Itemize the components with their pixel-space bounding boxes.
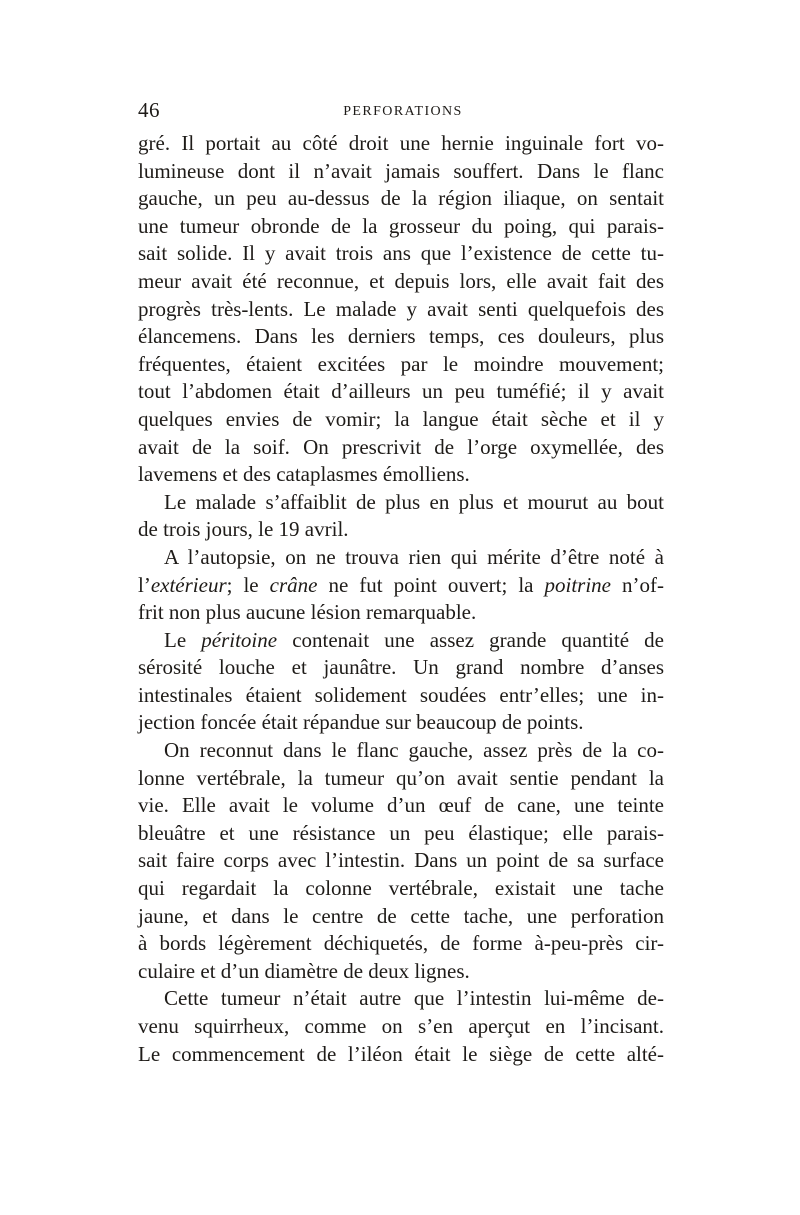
text-line: culaire et d’un diamètre de deux lignes.	[138, 958, 470, 983]
text-line: meur avait été reconnue, et depuis lors, elle avait fait des	[138, 268, 664, 293]
italic-term: crâne	[269, 572, 318, 597]
text-line: sérosité louche et jaunâtre. Un grand nombre d’anses	[138, 655, 664, 680]
page-header	[138, 98, 668, 124]
text-line: Cette tumeur n’était autre que l’intestin lui-même de-	[164, 986, 664, 1011]
text-segment: A l’autopsie, on ne trouva rien qui mérite d’être noté à	[164, 544, 664, 569]
text-line: quelques envies de vomir; la langue était sèche et il y	[138, 406, 664, 431]
text-line: sait faire corps avec l’intestin. Dans un point de sa surface	[138, 848, 664, 873]
text-line: On reconnut dans le flanc gauche, assez près de la co-	[164, 738, 664, 763]
italic-term: extérieur	[150, 572, 227, 597]
text-line: jaune, et dans le centre de cette tache, une perforation	[138, 903, 664, 928]
text-line	[138, 572, 664, 600]
text-line: à bords légèrement déchiquetés, de forme à-peu-près cir-	[138, 931, 664, 956]
text-line: venu squirrheux, comme on s’en aperçut en l’incisant.	[138, 1014, 664, 1038]
running-title: PERFORATIONS	[343, 104, 463, 119]
text-line: bleuâtre et une résistance un peu élastique; elle parais-	[138, 820, 664, 845]
text-line: avait de la soif. On prescrivit de l’orge oxymellée, des	[138, 434, 664, 459]
text-line: gré. Il portait au côté droit une hernie inguinale fort vo-	[138, 131, 664, 155]
text-line	[138, 544, 664, 572]
text-line: intestinales étaient solidement soudées entr’elles; une in-	[138, 682, 664, 707]
text-line: frit non plus aucune lésion remarquable.	[138, 600, 477, 625]
text-line: une tumeur obronde de la grosseur du poing, qui parais-	[138, 213, 664, 238]
text-line: lavemens et des cataplasmes émolliens.	[138, 462, 470, 487]
page-number: 46	[138, 98, 160, 122]
text-line: qui regardait la colonne vertébrale, existait une tache	[138, 876, 664, 901]
text-line: gauche, un peu au-dessus de la région iliaque, on sentait	[138, 186, 664, 211]
text-line: progrès très-lents. Le malade y avait senti quelquefois des	[138, 296, 664, 321]
text-line: Le malade s’affaiblit de plus en plus et mourut au bout	[164, 489, 664, 514]
italic-term: poitrine	[544, 572, 611, 597]
body-text	[138, 130, 664, 1068]
text-line: jection foncée était répandue sur beaucoup de points.	[138, 710, 584, 735]
text-line: lumineuse dont il n’avait jamais souffert. Dans le flanc	[138, 158, 664, 183]
text-line: de trois jours, le 19 avril.	[138, 517, 349, 542]
text-line: Le commencement de l’iléon était le siège de cette alté-	[138, 1041, 664, 1066]
text-line: sait solide. Il y avait trois ans que l’existence de cette tu-	[138, 241, 664, 266]
text-line: fréquentes, étaient excitées par le moindre mouvement;	[138, 351, 664, 376]
italic-term: péritoine	[201, 627, 278, 652]
text-line: tout l’abdomen était d’ailleurs un peu tuméfié; il y avait	[138, 379, 664, 404]
text-line: élancemens. Dans les derniers temps, ces douleurs, plus	[138, 324, 664, 349]
text-line: vie. Elle avait le volume d’un œuf de cane, une teinte	[138, 793, 664, 818]
text-segment: Le	[164, 627, 202, 652]
text-segment: ; le	[226, 572, 270, 597]
text-segment: contenait une assez grande quantité de	[277, 627, 664, 652]
text-segment: n’of-	[611, 572, 664, 597]
text-segment: l’	[138, 572, 151, 597]
text-line: lonne vertébrale, la tumeur qu’on avait sentie pendant la	[138, 765, 664, 790]
text-line	[138, 627, 664, 655]
text-segment: ne fut point ouvert; la	[317, 572, 545, 597]
